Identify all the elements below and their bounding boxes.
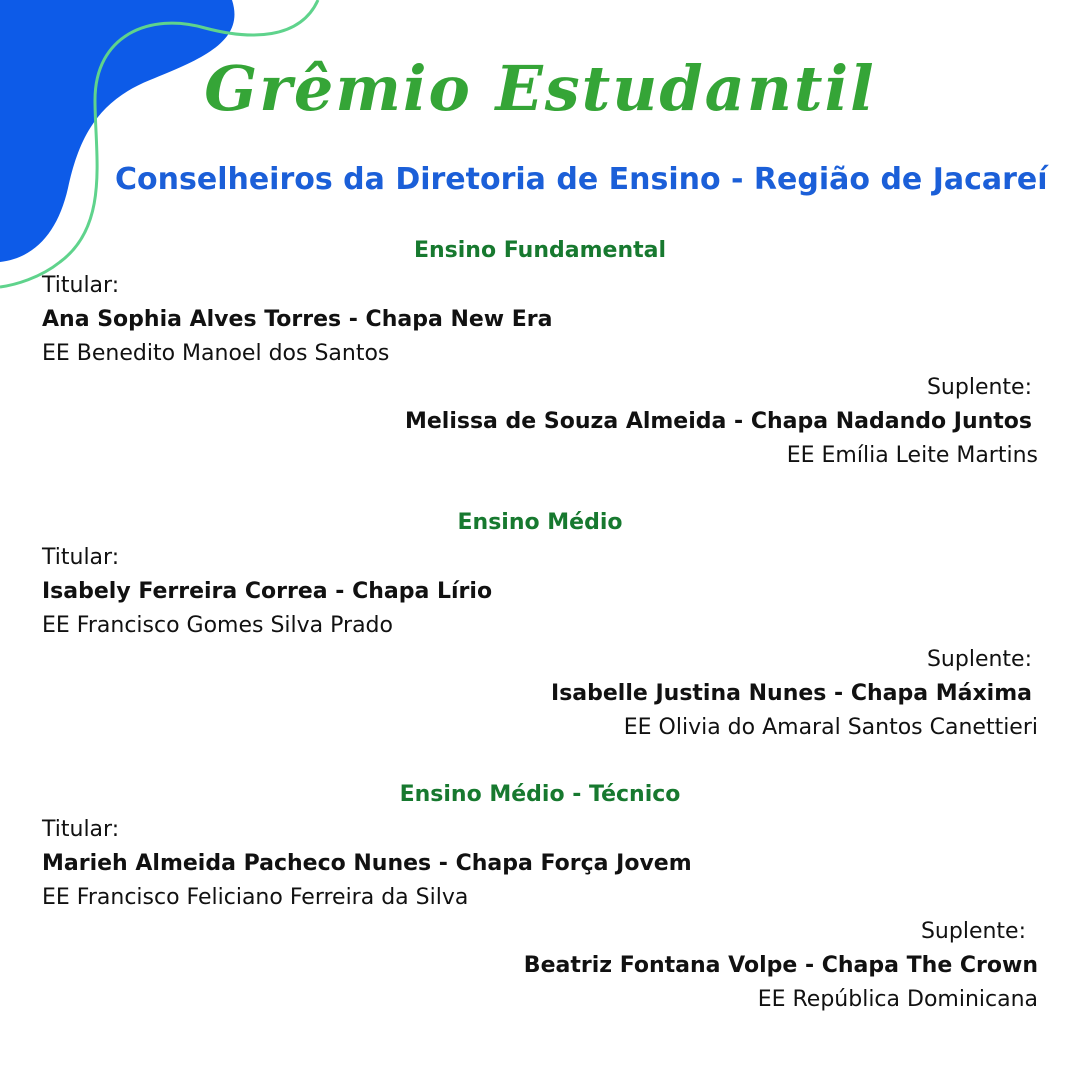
page-title: Grêmio Estudantil (204, 52, 876, 125)
titular-label: Titular: (42, 273, 120, 298)
titular-label: Titular: (42, 817, 120, 842)
suplente-name: Melissa de Souza Almeida - Chapa Nadando Juntos (404, 409, 1032, 434)
titular-name: Ana Sophia Alves Torres - Chapa New Era (42, 307, 553, 332)
section-heading-medio: Ensino Médio (457, 510, 623, 535)
titular-school: EE Francisco Gomes Silva Prado (42, 613, 393, 638)
suplente-label: Suplente: (920, 919, 1026, 944)
suplente-name: Isabelle Justina Nunes - Chapa Máxima (551, 681, 1032, 706)
suplente-school: EE República Dominicana (757, 987, 1038, 1012)
titular-name: Marieh Almeida Pacheco Nunes - Chapa Força Jovem (42, 851, 692, 876)
titular-label: Titular: (42, 545, 120, 570)
section-heading-fundamental: Ensino Fundamental (413, 238, 667, 263)
blue-blob-shape (0, 0, 234, 262)
suplente-label: Suplente: (926, 647, 1032, 672)
titular-name: Isabely Ferreira Correa - Chapa Lírio (42, 579, 493, 604)
titular-school: EE Benedito Manoel dos Santos (42, 341, 390, 366)
page-subtitle: Conselheiros da Diretoria de Ensino - Região de Jacareí (115, 162, 1048, 197)
suplente-school: EE Olivia do Amaral Santos Canettieri (623, 715, 1038, 740)
suplente-name: Beatriz Fontana Volpe - Chapa The Crown (523, 953, 1038, 978)
section-heading-medio-tecnico: Ensino Médio - Técnico (399, 782, 681, 807)
titular-school: EE Francisco Feliciano Ferreira da Silva (42, 885, 469, 910)
suplente-label: Suplente: (926, 375, 1032, 400)
suplente-school: EE Emília Leite Martins (786, 443, 1038, 468)
